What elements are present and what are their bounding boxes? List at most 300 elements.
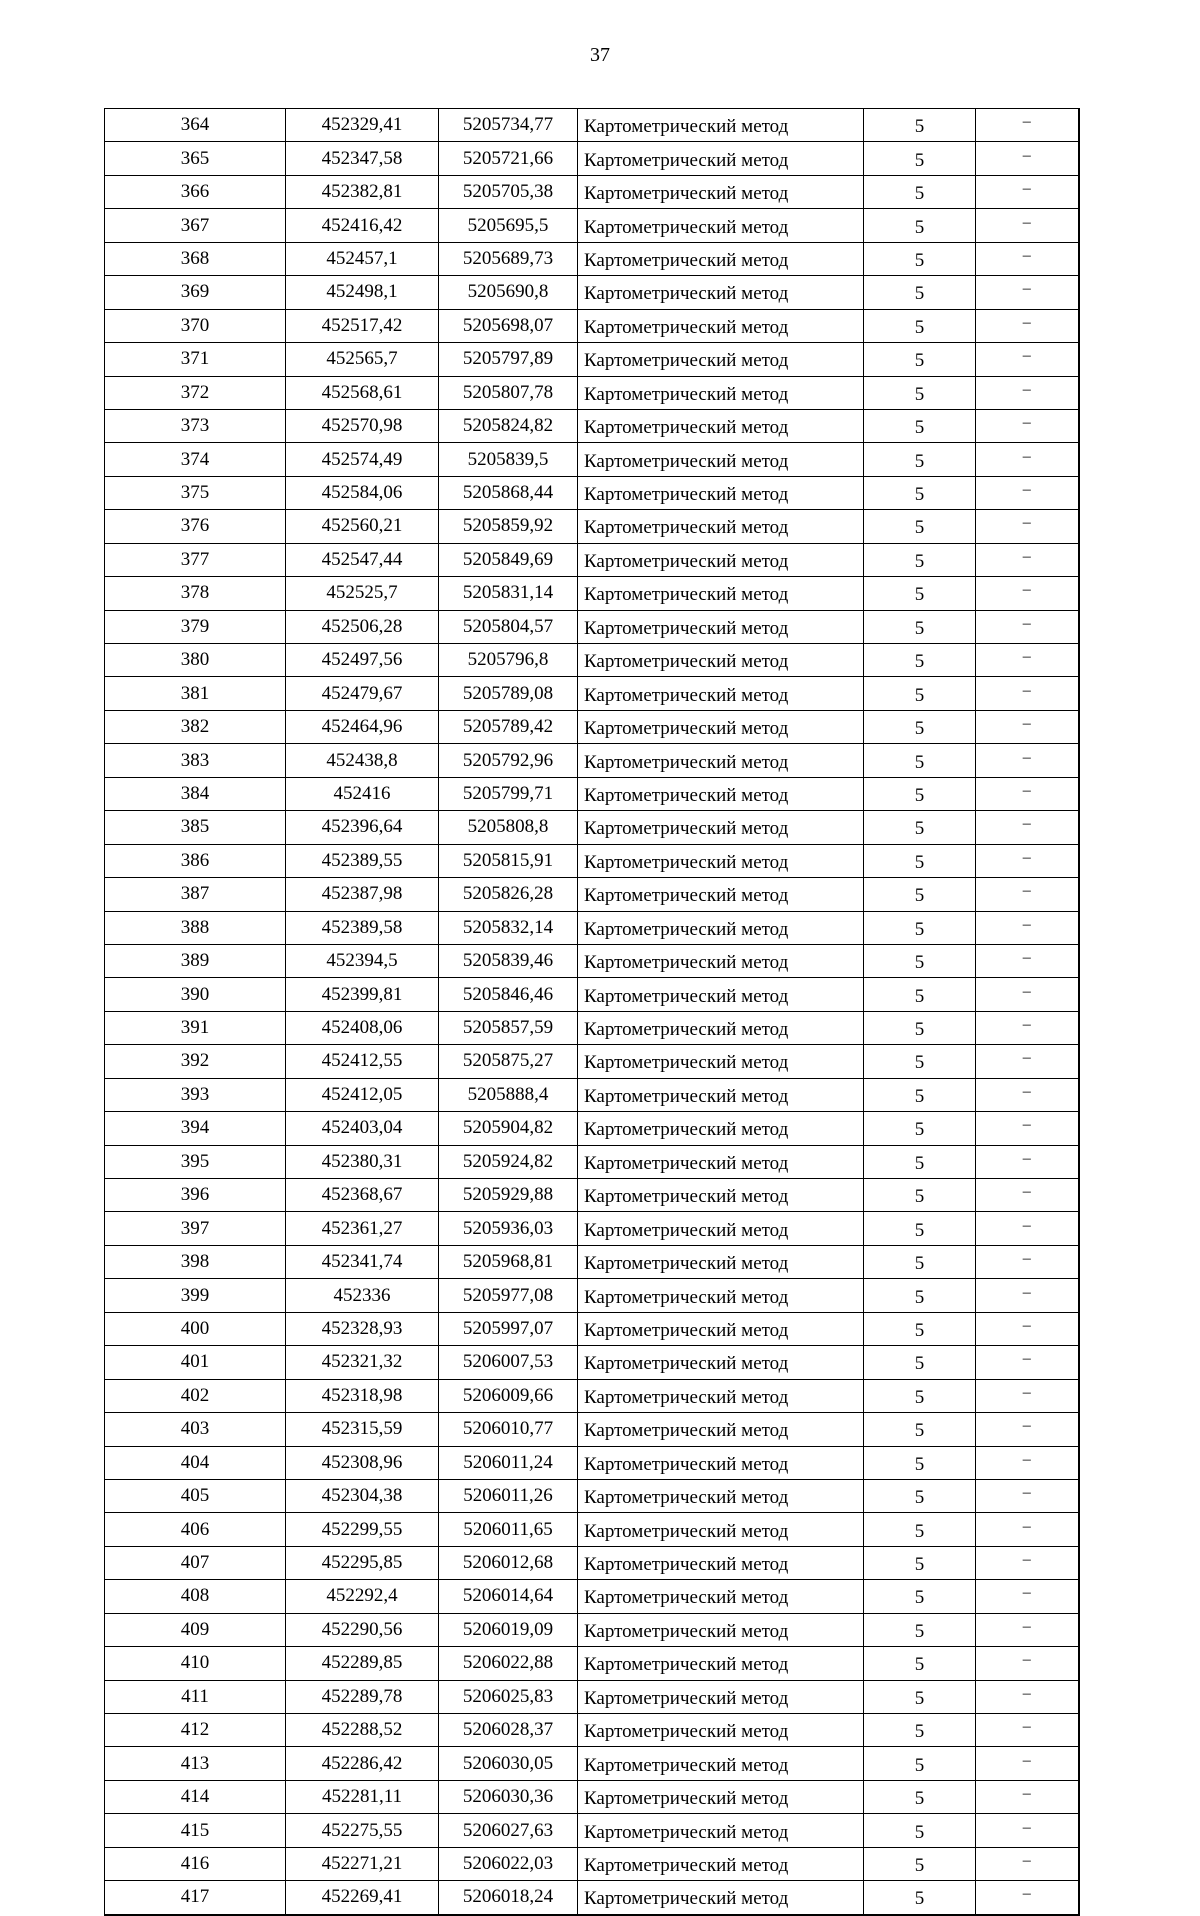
y-coordinate-cell: 5205808,8 [439, 811, 578, 844]
accuracy-cell: 5 [864, 1714, 976, 1747]
accuracy-cell: 5 [864, 476, 976, 509]
table-row [105, 1847, 1079, 1880]
x-coordinate-cell: 452416 [286, 777, 439, 810]
note-cell: – [976, 1847, 1079, 1880]
x-coordinate-cell: 452547,44 [286, 543, 439, 576]
table-row [105, 1881, 1079, 1915]
accuracy-cell: 5 [864, 1179, 976, 1212]
accuracy-cell: 5 [864, 1312, 976, 1345]
method-cell: Картометрический метод [578, 1346, 864, 1379]
method-cell: Картометрический метод [578, 1580, 864, 1613]
table-row [105, 878, 1079, 911]
x-coordinate-cell: 452565,7 [286, 343, 439, 376]
point-number-cell: 389 [105, 944, 286, 977]
accuracy-cell: 5 [864, 1613, 976, 1646]
note-cell: – [976, 476, 1079, 509]
y-coordinate-cell: 5206012,68 [439, 1546, 578, 1579]
note-cell: – [976, 878, 1079, 911]
point-number-cell: 364 [105, 109, 286, 142]
x-coordinate-cell: 452396,64 [286, 811, 439, 844]
x-coordinate-cell: 452281,11 [286, 1780, 439, 1813]
accuracy-cell: 5 [864, 175, 976, 208]
method-cell: Картометрический метод [578, 577, 864, 610]
y-coordinate-cell: 5206009,66 [439, 1379, 578, 1412]
note-cell: – [976, 175, 1079, 208]
x-coordinate-cell: 452329,41 [286, 109, 439, 142]
point-number-cell: 390 [105, 978, 286, 1011]
y-coordinate-cell: 5205849,69 [439, 543, 578, 576]
point-number-cell: 374 [105, 443, 286, 476]
x-coordinate-cell: 452271,21 [286, 1847, 439, 1880]
point-number-cell: 395 [105, 1145, 286, 1178]
note-cell: – [976, 1680, 1079, 1713]
method-cell: Картометрический метод [578, 911, 864, 944]
y-coordinate-cell: 5205705,38 [439, 175, 578, 208]
y-coordinate-cell: 5205721,66 [439, 142, 578, 175]
point-number-cell: 376 [105, 510, 286, 543]
y-coordinate-cell: 5205826,28 [439, 878, 578, 911]
method-cell: Картометрический метод [578, 1112, 864, 1145]
accuracy-cell: 5 [864, 1513, 976, 1546]
method-cell: Картометрический метод [578, 1312, 864, 1345]
note-cell: – [976, 309, 1079, 342]
y-coordinate-cell: 5205815,91 [439, 844, 578, 877]
accuracy-cell: 5 [864, 242, 976, 275]
point-number-cell: 383 [105, 744, 286, 777]
note-cell: – [976, 1613, 1079, 1646]
note-cell: – [976, 1179, 1079, 1212]
method-cell: Картометрический метод [578, 1513, 864, 1546]
accuracy-cell: 5 [864, 1814, 976, 1847]
accuracy-cell: 5 [864, 1045, 976, 1078]
x-coordinate-cell: 452570,98 [286, 409, 439, 442]
y-coordinate-cell: 5205868,44 [439, 476, 578, 509]
y-coordinate-cell: 5205977,08 [439, 1279, 578, 1312]
page-number: 37 [590, 44, 610, 66]
point-number-cell: 372 [105, 376, 286, 409]
note-cell: – [976, 944, 1079, 977]
point-number-cell: 403 [105, 1413, 286, 1446]
point-number-cell: 386 [105, 844, 286, 877]
x-coordinate-cell: 452389,55 [286, 844, 439, 877]
point-number-cell: 393 [105, 1078, 286, 1111]
note-cell: – [976, 1413, 1079, 1446]
point-number-cell: 373 [105, 409, 286, 442]
table-row [105, 1580, 1079, 1613]
note-cell: – [976, 510, 1079, 543]
accuracy-cell: 5 [864, 577, 976, 610]
note-cell: – [976, 242, 1079, 275]
method-cell: Картометрический метод [578, 543, 864, 576]
point-number-cell: 370 [105, 309, 286, 342]
accuracy-cell: 5 [864, 1446, 976, 1479]
table-row [105, 443, 1079, 476]
table-row [105, 911, 1079, 944]
table-row [105, 944, 1079, 977]
point-number-cell: 404 [105, 1446, 286, 1479]
x-coordinate-cell: 452269,41 [286, 1881, 439, 1915]
method-cell: Картометрический метод [578, 710, 864, 743]
point-number-cell: 397 [105, 1212, 286, 1245]
method-cell: Картометрический метод [578, 476, 864, 509]
method-cell: Картометрический метод [578, 744, 864, 777]
note-cell: – [976, 1078, 1079, 1111]
method-cell: Картометрический метод [578, 677, 864, 710]
y-coordinate-cell: 5205846,46 [439, 978, 578, 1011]
accuracy-cell: 5 [864, 1647, 976, 1680]
x-coordinate-cell: 452479,67 [286, 677, 439, 710]
y-coordinate-cell: 5205824,82 [439, 409, 578, 442]
note-cell: – [976, 1714, 1079, 1747]
x-coordinate-cell: 452289,78 [286, 1680, 439, 1713]
table-row [105, 1045, 1079, 1078]
method-cell: Картометрический метод [578, 1279, 864, 1312]
method-cell: Картометрический метод [578, 1245, 864, 1278]
x-coordinate-cell: 452299,55 [286, 1513, 439, 1546]
accuracy-cell: 5 [864, 911, 976, 944]
x-coordinate-cell: 452399,81 [286, 978, 439, 1011]
x-coordinate-cell: 452568,61 [286, 376, 439, 409]
table-body [105, 109, 1079, 1915]
method-cell: Картометрический метод [578, 978, 864, 1011]
method-cell: Картометрический метод [578, 1546, 864, 1579]
y-coordinate-cell: 5205875,27 [439, 1045, 578, 1078]
x-coordinate-cell: 452457,1 [286, 242, 439, 275]
accuracy-cell: 5 [864, 1847, 976, 1880]
method-cell: Картометрический метод [578, 1814, 864, 1847]
note-cell: – [976, 1446, 1079, 1479]
point-number-cell: 396 [105, 1179, 286, 1212]
table-row [105, 109, 1079, 142]
point-number-cell: 401 [105, 1346, 286, 1379]
y-coordinate-cell: 5206011,65 [439, 1513, 578, 1546]
x-coordinate-cell: 452341,74 [286, 1245, 439, 1278]
note-cell: – [976, 744, 1079, 777]
table-row [105, 1546, 1079, 1579]
point-number-cell: 410 [105, 1647, 286, 1680]
note-cell: – [976, 1245, 1079, 1278]
table-row [105, 142, 1079, 175]
accuracy-cell: 5 [864, 1078, 976, 1111]
accuracy-cell: 5 [864, 1881, 976, 1915]
accuracy-cell: 5 [864, 1279, 976, 1312]
note-cell: – [976, 1580, 1079, 1613]
table-row [105, 710, 1079, 743]
y-coordinate-cell: 5205929,88 [439, 1179, 578, 1212]
table-row [105, 1078, 1079, 1111]
x-coordinate-cell: 452361,27 [286, 1212, 439, 1245]
note-cell: – [976, 1346, 1079, 1379]
table-row [105, 276, 1079, 309]
y-coordinate-cell: 5205695,5 [439, 209, 578, 242]
method-cell: Картометрический метод [578, 1780, 864, 1813]
method-cell: Картометрический метод [578, 1011, 864, 1044]
method-cell: Картометрический метод [578, 142, 864, 175]
method-cell: Картометрический метод [578, 1379, 864, 1412]
method-cell: Картометрический метод [578, 409, 864, 442]
y-coordinate-cell: 5206030,05 [439, 1747, 578, 1780]
note-cell: – [976, 911, 1079, 944]
y-coordinate-cell: 5206027,63 [439, 1814, 578, 1847]
y-coordinate-cell: 5205904,82 [439, 1112, 578, 1145]
x-coordinate-cell: 452288,52 [286, 1714, 439, 1747]
method-cell: Картометрический метод [578, 1078, 864, 1111]
x-coordinate-cell: 452380,31 [286, 1145, 439, 1178]
y-coordinate-cell: 5205859,92 [439, 510, 578, 543]
table-row [105, 744, 1079, 777]
point-number-cell: 405 [105, 1479, 286, 1512]
y-coordinate-cell: 5205690,8 [439, 276, 578, 309]
method-cell: Картометрический метод [578, 1413, 864, 1446]
accuracy-cell: 5 [864, 677, 976, 710]
point-number-cell: 369 [105, 276, 286, 309]
accuracy-cell: 5 [864, 744, 976, 777]
y-coordinate-cell: 5205789,42 [439, 710, 578, 743]
x-coordinate-cell: 452318,98 [286, 1379, 439, 1412]
accuracy-cell: 5 [864, 343, 976, 376]
table-row [105, 644, 1079, 677]
x-coordinate-cell: 452498,1 [286, 276, 439, 309]
y-coordinate-cell: 5206011,26 [439, 1479, 578, 1512]
note-cell: – [976, 1479, 1079, 1512]
table-row [105, 476, 1079, 509]
method-cell: Картометрический метод [578, 242, 864, 275]
method-cell: Картометрический метод [578, 209, 864, 242]
note-cell: – [976, 777, 1079, 810]
table-row [105, 376, 1079, 409]
x-coordinate-cell: 452560,21 [286, 510, 439, 543]
accuracy-cell: 5 [864, 1379, 976, 1412]
note-cell: – [976, 1045, 1079, 1078]
accuracy-cell: 5 [864, 1011, 976, 1044]
table-row [105, 978, 1079, 1011]
y-coordinate-cell: 5205807,78 [439, 376, 578, 409]
table-row [105, 510, 1079, 543]
table-row [105, 242, 1079, 275]
note-cell: – [976, 1312, 1079, 1345]
x-coordinate-cell: 452315,59 [286, 1413, 439, 1446]
point-number-cell: 416 [105, 1847, 286, 1880]
table-row [105, 1814, 1079, 1847]
x-coordinate-cell: 452412,05 [286, 1078, 439, 1111]
accuracy-cell: 5 [864, 1680, 976, 1713]
point-number-cell: 368 [105, 242, 286, 275]
x-coordinate-cell: 452275,55 [286, 1814, 439, 1847]
note-cell: – [976, 811, 1079, 844]
method-cell: Картометрический метод [578, 1179, 864, 1212]
point-number-cell: 380 [105, 644, 286, 677]
accuracy-cell: 5 [864, 878, 976, 911]
x-coordinate-cell: 452387,98 [286, 878, 439, 911]
note-cell: – [976, 1379, 1079, 1412]
x-coordinate-cell: 452438,8 [286, 744, 439, 777]
x-coordinate-cell: 452347,58 [286, 142, 439, 175]
x-coordinate-cell: 452290,56 [286, 1613, 439, 1646]
accuracy-cell: 5 [864, 1212, 976, 1245]
method-cell: Картометрический метод [578, 510, 864, 543]
x-coordinate-cell: 452368,67 [286, 1179, 439, 1212]
x-coordinate-cell: 452295,85 [286, 1546, 439, 1579]
table-row [105, 175, 1079, 208]
table-row [105, 1513, 1079, 1546]
y-coordinate-cell: 5205804,57 [439, 610, 578, 643]
accuracy-cell: 5 [864, 1747, 976, 1780]
table-row [105, 577, 1079, 610]
table-row [105, 543, 1079, 576]
point-number-cell: 417 [105, 1881, 286, 1915]
y-coordinate-cell: 5206014,64 [439, 1580, 578, 1613]
table-row [105, 844, 1079, 877]
point-number-cell: 382 [105, 710, 286, 743]
point-number-cell: 385 [105, 811, 286, 844]
table-row [105, 811, 1079, 844]
method-cell: Картометрический метод [578, 276, 864, 309]
table-row [105, 1747, 1079, 1780]
y-coordinate-cell: 5206028,37 [439, 1714, 578, 1747]
x-coordinate-cell: 452304,38 [286, 1479, 439, 1512]
x-coordinate-cell: 452408,06 [286, 1011, 439, 1044]
method-cell: Картометрический метод [578, 644, 864, 677]
x-coordinate-cell: 452525,7 [286, 577, 439, 610]
accuracy-cell: 5 [864, 109, 976, 142]
method-cell: Картометрический метод [578, 1613, 864, 1646]
accuracy-cell: 5 [864, 376, 976, 409]
table-row [105, 1179, 1079, 1212]
note-cell: – [976, 1647, 1079, 1680]
y-coordinate-cell: 5206022,88 [439, 1647, 578, 1680]
table-row [105, 1446, 1079, 1479]
y-coordinate-cell: 5206010,77 [439, 1413, 578, 1446]
x-coordinate-cell: 452403,04 [286, 1112, 439, 1145]
point-number-cell: 399 [105, 1279, 286, 1312]
method-cell: Картометрический метод [578, 1847, 864, 1880]
x-coordinate-cell: 452506,28 [286, 610, 439, 643]
x-coordinate-cell: 452464,96 [286, 710, 439, 743]
method-cell: Картометрический метод [578, 1747, 864, 1780]
method-cell: Картометрический метод [578, 878, 864, 911]
note-cell: – [976, 209, 1079, 242]
table-row [105, 1714, 1079, 1747]
y-coordinate-cell: 5205734,77 [439, 109, 578, 142]
table-row [105, 409, 1079, 442]
method-cell: Картометрический метод [578, 1446, 864, 1479]
accuracy-cell: 5 [864, 710, 976, 743]
coordinates-table [104, 108, 1080, 1916]
table-row [105, 1145, 1079, 1178]
y-coordinate-cell: 5205789,08 [439, 677, 578, 710]
accuracy-cell: 5 [864, 510, 976, 543]
x-coordinate-cell: 452289,85 [286, 1647, 439, 1680]
point-number-cell: 377 [105, 543, 286, 576]
note-cell: – [976, 1145, 1079, 1178]
table-row [105, 1780, 1079, 1813]
accuracy-cell: 5 [864, 811, 976, 844]
point-number-cell: 392 [105, 1045, 286, 1078]
point-number-cell: 365 [105, 142, 286, 175]
point-number-cell: 371 [105, 343, 286, 376]
y-coordinate-cell: 5205924,82 [439, 1145, 578, 1178]
note-cell: – [976, 276, 1079, 309]
point-number-cell: 412 [105, 1714, 286, 1747]
x-coordinate-cell: 452292,4 [286, 1580, 439, 1613]
method-cell: Картометрический метод [578, 811, 864, 844]
note-cell: – [976, 409, 1079, 442]
accuracy-cell: 5 [864, 1245, 976, 1278]
x-coordinate-cell: 452286,42 [286, 1747, 439, 1780]
x-coordinate-cell: 452574,49 [286, 443, 439, 476]
point-number-cell: 379 [105, 610, 286, 643]
method-cell: Картометрический метод [578, 944, 864, 977]
accuracy-cell: 5 [864, 1346, 976, 1379]
note-cell: – [976, 1011, 1079, 1044]
point-number-cell: 415 [105, 1814, 286, 1847]
method-cell: Картометрический метод [578, 1479, 864, 1512]
y-coordinate-cell: 5206007,53 [439, 1346, 578, 1379]
note-cell: – [976, 1279, 1079, 1312]
x-coordinate-cell: 452308,96 [286, 1446, 439, 1479]
method-cell: Картометрический метод [578, 343, 864, 376]
y-coordinate-cell: 5206022,03 [439, 1847, 578, 1880]
table-row [105, 1346, 1079, 1379]
accuracy-cell: 5 [864, 844, 976, 877]
accuracy-cell: 5 [864, 276, 976, 309]
method-cell: Картометрический метод [578, 1680, 864, 1713]
x-coordinate-cell: 452584,06 [286, 476, 439, 509]
accuracy-cell: 5 [864, 142, 976, 175]
point-number-cell: 409 [105, 1613, 286, 1646]
point-number-cell: 411 [105, 1680, 286, 1713]
note-cell: – [976, 1881, 1079, 1915]
y-coordinate-cell: 5205968,81 [439, 1245, 578, 1278]
point-number-cell: 378 [105, 577, 286, 610]
note-cell: – [976, 543, 1079, 576]
x-coordinate-cell: 452321,32 [286, 1346, 439, 1379]
method-cell: Картометрический метод [578, 1145, 864, 1178]
y-coordinate-cell: 5206019,09 [439, 1613, 578, 1646]
accuracy-cell: 5 [864, 1145, 976, 1178]
table-row [105, 309, 1079, 342]
accuracy-cell: 5 [864, 644, 976, 677]
note-cell: – [976, 376, 1079, 409]
x-coordinate-cell: 452382,81 [286, 175, 439, 208]
accuracy-cell: 5 [864, 543, 976, 576]
note-cell: – [976, 343, 1079, 376]
y-coordinate-cell: 5205839,5 [439, 443, 578, 476]
y-coordinate-cell: 5205832,14 [439, 911, 578, 944]
y-coordinate-cell: 5205792,96 [439, 744, 578, 777]
note-cell: – [976, 1112, 1079, 1145]
note-cell: – [976, 844, 1079, 877]
table-row [105, 1312, 1079, 1345]
y-coordinate-cell: 5205831,14 [439, 577, 578, 610]
accuracy-cell: 5 [864, 777, 976, 810]
table-row [105, 1647, 1079, 1680]
table-row [105, 1413, 1079, 1446]
table-row [105, 1112, 1079, 1145]
point-number-cell: 388 [105, 911, 286, 944]
x-coordinate-cell: 452394,5 [286, 944, 439, 977]
method-cell: Картометрический метод [578, 443, 864, 476]
method-cell: Картометрический метод [578, 1647, 864, 1680]
y-coordinate-cell: 5205997,07 [439, 1312, 578, 1345]
table-row [105, 1613, 1079, 1646]
accuracy-cell: 5 [864, 309, 976, 342]
point-number-cell: 384 [105, 777, 286, 810]
point-number-cell: 408 [105, 1580, 286, 1613]
table-row [105, 209, 1079, 242]
accuracy-cell: 5 [864, 1479, 976, 1512]
method-cell: Картометрический метод [578, 376, 864, 409]
